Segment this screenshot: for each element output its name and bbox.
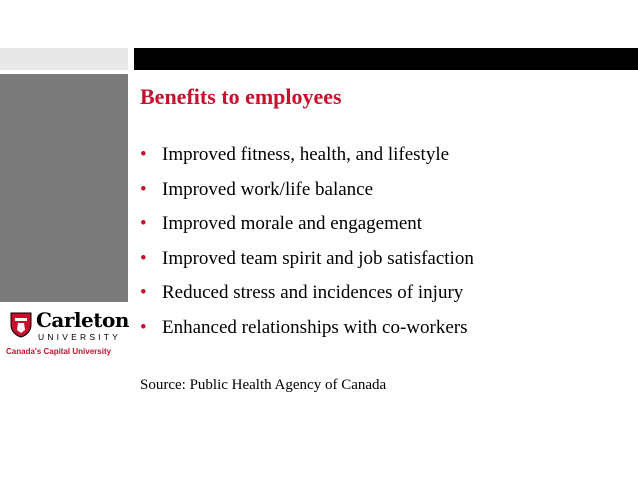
bullet-dot: • — [140, 282, 147, 303]
bullet-text: Enhanced relationships with co-workers — [162, 316, 468, 338]
bullet-text: Improved morale and engagement — [162, 213, 423, 234]
list-item — [140, 210, 474, 245]
bullet-dot: • — [140, 213, 147, 234]
list-item — [140, 176, 474, 211]
slide-title: Benefits to employees — [140, 84, 342, 109]
logo-subname: UNIVERSITY — [38, 332, 122, 342]
bullet-text: Improved work/life balance — [162, 178, 374, 200]
list-item — [140, 141, 474, 176]
bullet-dot: • — [140, 178, 147, 200]
bullet-dot: • — [140, 316, 147, 338]
top-decor-bar — [134, 48, 638, 70]
list-item — [140, 314, 474, 349]
logo-name: Carleton — [36, 308, 129, 332]
logo-tagline: Canada's Capital University — [6, 347, 112, 356]
bullet-dot: • — [140, 144, 147, 165]
list-item — [140, 279, 474, 314]
shield-icon — [10, 312, 32, 338]
list-item — [140, 245, 474, 280]
bullet-dot: • — [140, 247, 147, 269]
bullet-text: Improved fitness, health, and lifestyle — [162, 144, 450, 165]
top-left-decor-bar — [0, 48, 128, 70]
source-note: Source: Public Health Agency of Canada — [140, 377, 387, 393]
bullet-text: Reduced stress and incidences of injury — [162, 282, 464, 303]
bullet-text: Improved team spirit and job satisfaction — [162, 247, 474, 269]
bullet-list — [140, 141, 474, 348]
side-grey-panel — [0, 74, 128, 302]
carleton-logo — [6, 308, 129, 360]
